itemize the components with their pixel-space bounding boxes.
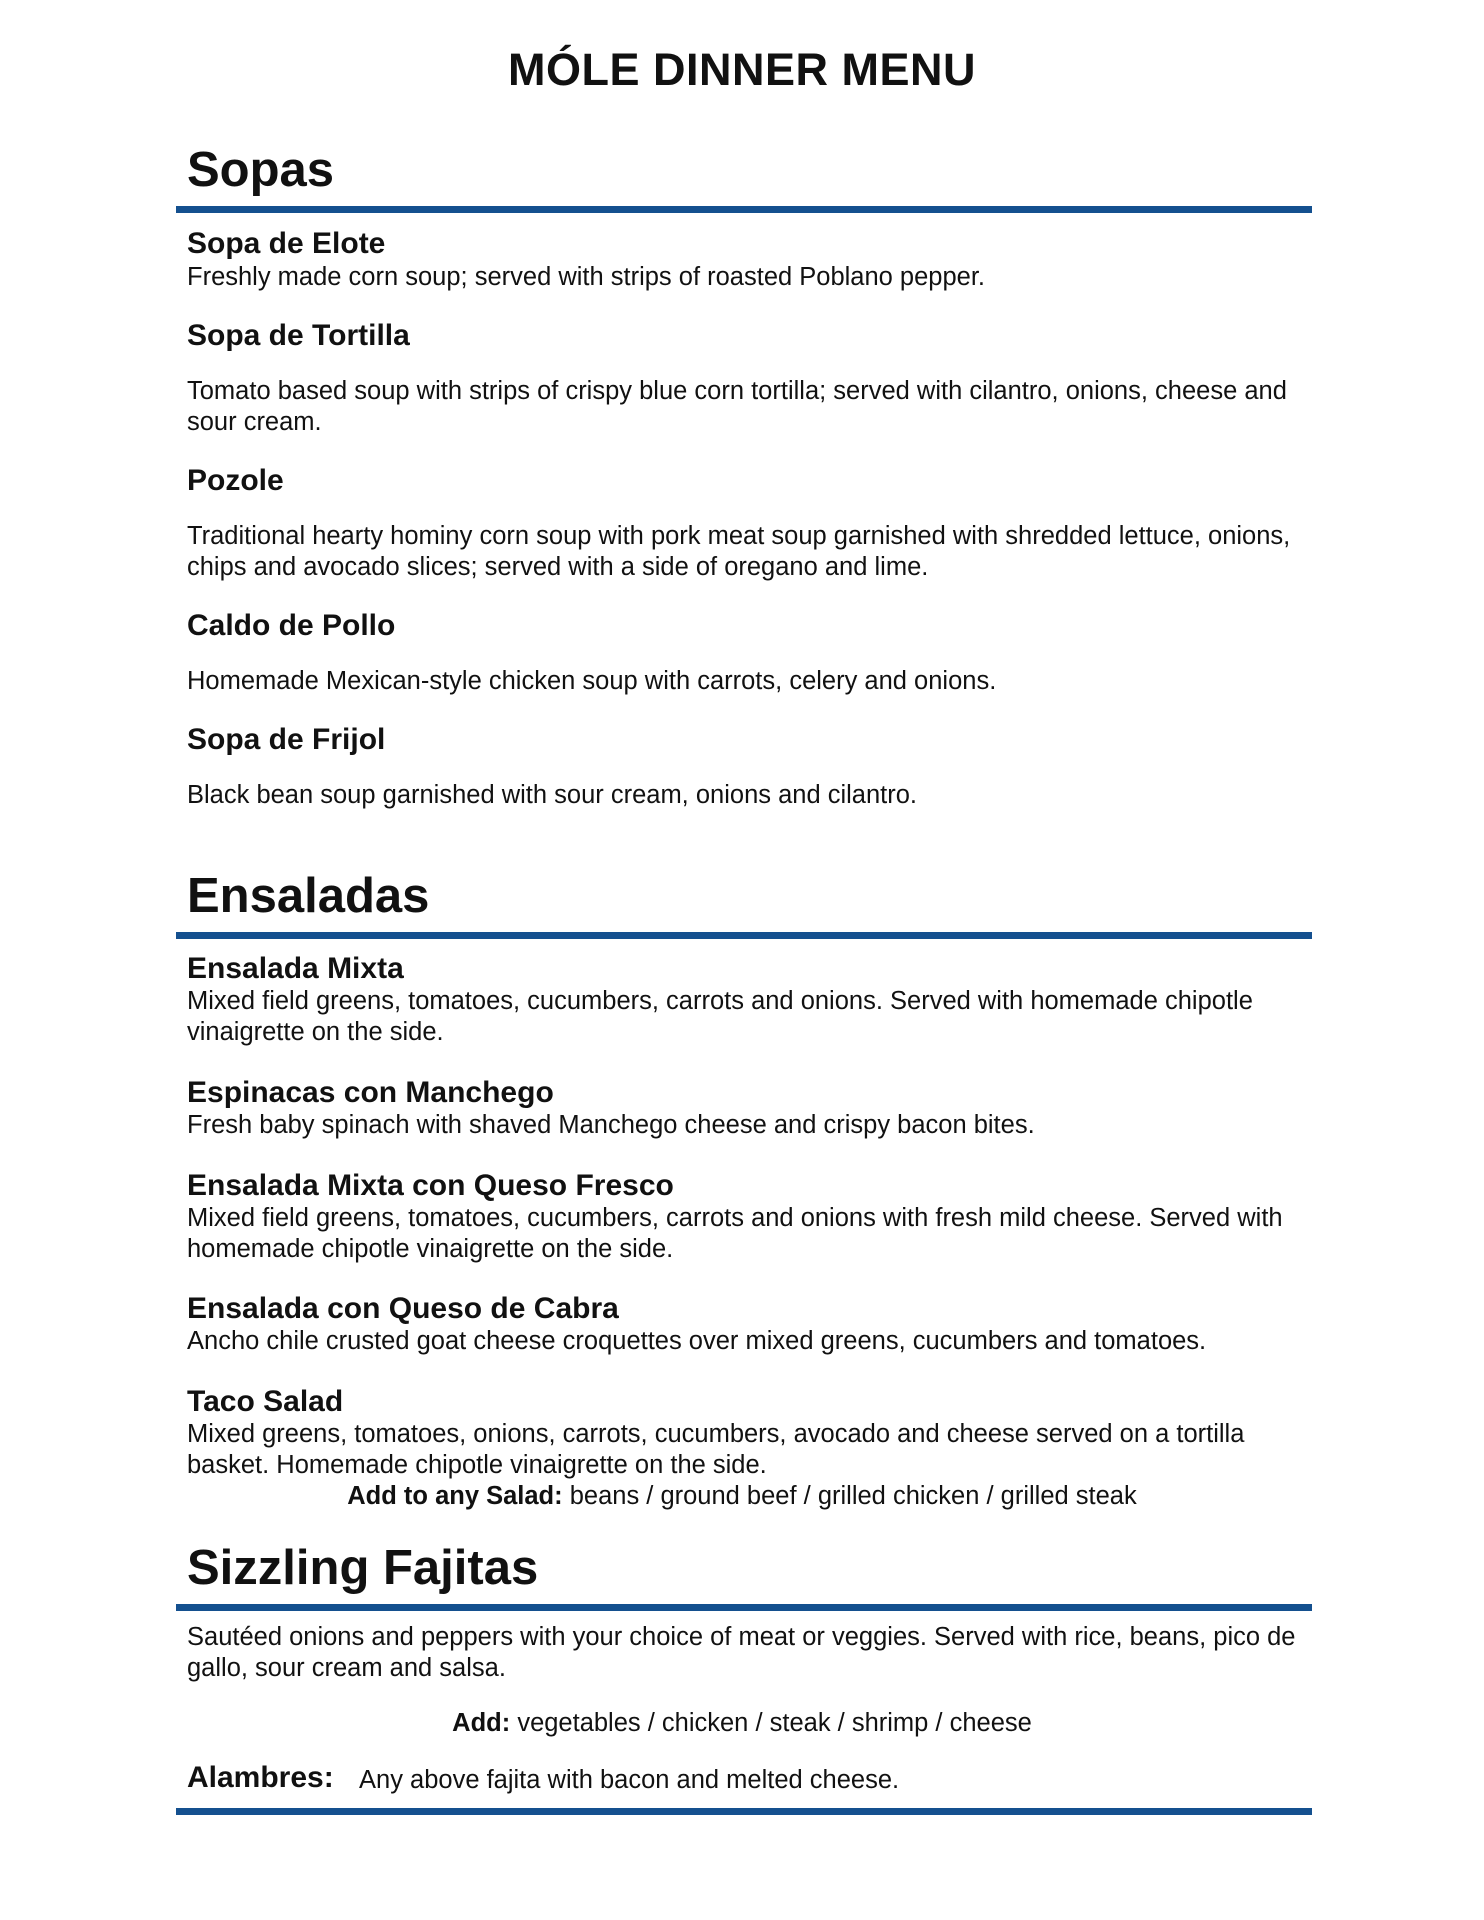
menu-item-name: Espinacas con Manchego	[187, 1076, 554, 1109]
menu-item-description: Fresh baby spinach with shaved Manchego cheese and crispy bacon bites.	[187, 1111, 1035, 1139]
menu-item-name: Ensalada con Queso de Cabra	[187, 1292, 619, 1325]
menu-item-name: Ensalada Mixta	[187, 952, 404, 985]
alambres-label: Alambres:	[187, 1761, 334, 1794]
menu-item-name: Sopa de Frijol	[187, 723, 386, 756]
menu-item-name: Ensalada Mixta con Queso Fresco	[187, 1169, 674, 1202]
fajitas-addon-label: Add:	[452, 1709, 511, 1737]
section-divider	[176, 1808, 1312, 1815]
menu-title: MÓLE DINNER MENU	[508, 44, 976, 95]
menu-item-name: Sopa de Tortilla	[187, 319, 410, 352]
salad-addon-options: beans / ground beef / grilled chicken / grilled steak	[569, 1482, 1137, 1510]
section-divider	[176, 932, 1312, 939]
menu-item-description: Mixed greens, tomatoes, onions, carrots, cucumbers, avocado and cheese served on a tortilla basket. Homemade chipotle vinaigrette on the side.	[187, 1420, 1245, 1479]
menu-item-description: Freshly made corn soup; served with strips of roasted Poblano pepper.	[187, 263, 986, 291]
menu-item-name: Pozole	[187, 464, 284, 497]
menu-item-description: Black bean soup garnished with sour cream, onions and cilantro.	[187, 781, 917, 809]
section-divider	[176, 206, 1312, 213]
menu-item-description: Mixed field greens, tomatoes, cucumbers, carrots and onions. Served with homemade chipotle vinaigrette on the side.	[187, 987, 1253, 1046]
salad-addon-line	[0, 1481, 1484, 1512]
section-title-sopas: Sopas	[187, 143, 335, 197]
menu-item-name: Taco Salad	[187, 1385, 344, 1418]
salad-addon-label: Add to any Salad:	[347, 1482, 563, 1510]
section-title-ensaladas: Ensaladas	[187, 869, 430, 923]
fajitas-addon-options: vegetables / chicken / steak / shrimp / cheese	[517, 1709, 1032, 1737]
fajitas-description: Sautéed onions and peppers with your choice of meat or veggies. Served with rice, beans, pico de gallo, sour cream and salsa.	[187, 1623, 1296, 1682]
alambres-description: Any above fajita with bacon and melted cheese.	[359, 1766, 900, 1794]
fajitas-addon-line	[0, 1708, 1484, 1739]
section-divider	[176, 1604, 1312, 1611]
menu-item-description: Ancho chile crusted goat cheese croquettes over mixed greens, cucumbers and tomatoes.	[187, 1327, 1207, 1355]
menu-item-description: Homemade Mexican-style chicken soup with carrots, celery and onions.	[187, 667, 997, 695]
menu-item-description: Tomato based soup with strips of crispy blue corn tortilla; served with cilantro, onions, cheese and sour cream.	[187, 377, 1287, 436]
menu-item-name: Caldo de Pollo	[187, 609, 396, 642]
section-title-fajitas: Sizzling Fajitas	[187, 1541, 539, 1595]
menu-item-name: Sopa de Elote	[187, 227, 386, 260]
menu-item-description: Mixed field greens, tomatoes, cucumbers, carrots and onions with fresh mild cheese. Served with homemade chipotle vinaigrette on the side.	[187, 1204, 1283, 1263]
menu-item-description: Traditional hearty hominy corn soup with pork meat soup garnished with shredded lettuce, onions, chips and avocado slices; served with a side of oregano and lime.	[187, 522, 1291, 581]
